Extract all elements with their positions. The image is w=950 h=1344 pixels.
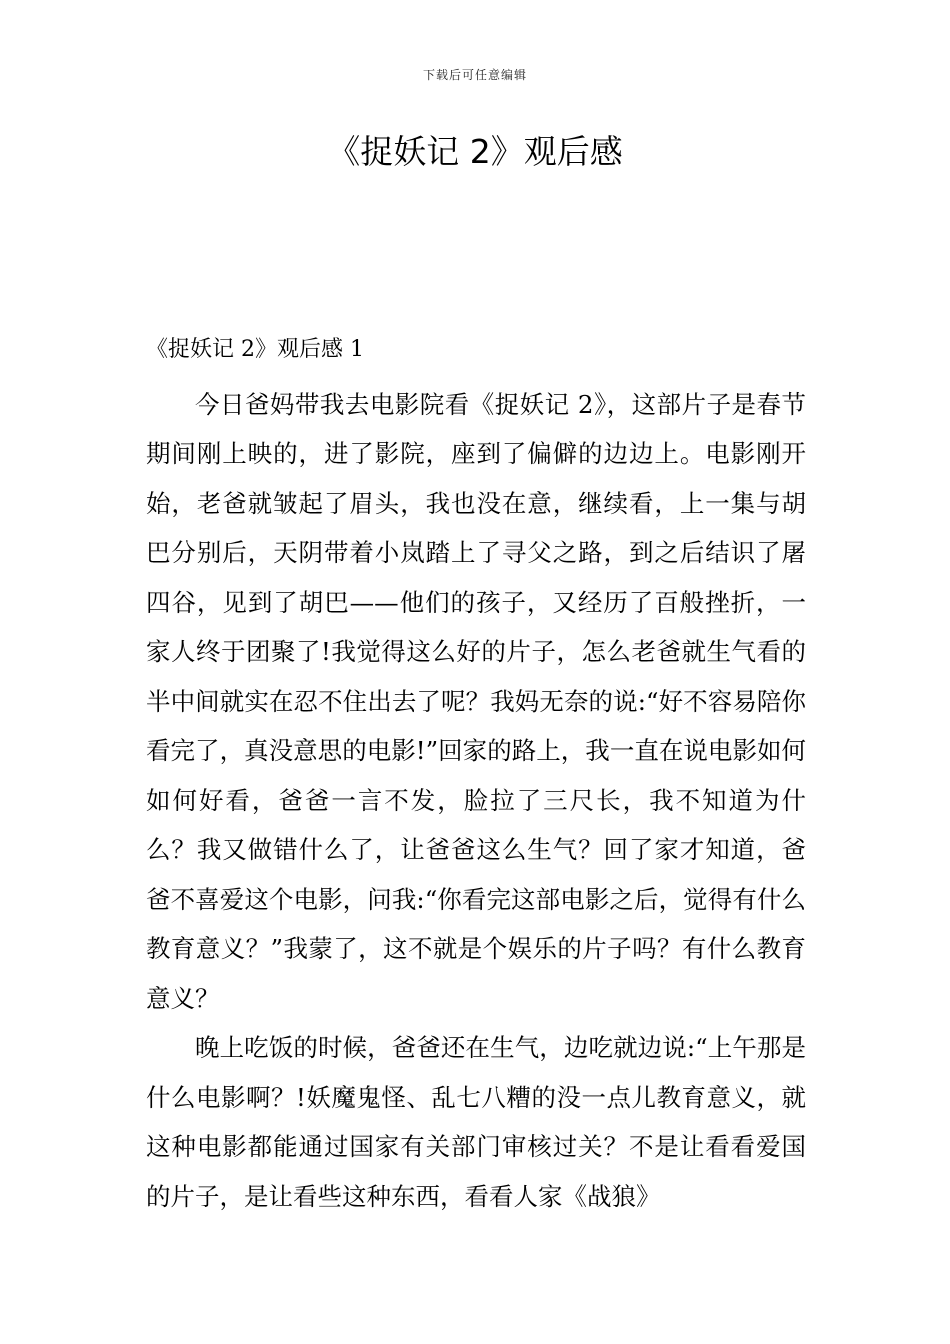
paragraph-2: 晚上吃饭的时候，爸爸还在生气，边吃就边说:“上午那是什么电影啊？!妖魔鬼怪、乱七八糟的没一点儿教育意义，就这种电影都能通过国家有关部门审核过关？不是让看看爱国的片子，是让看些这种东西，看看人家《战狼》 [146,1033,806,1211]
document-title: 《捉妖记 2》观后感 [327,132,623,171]
document-body [146,330,806,1221]
paragraph-1: 今日爸妈带我去电影院看《捉妖记 2》，这部片子是春节期间刚上映的，进了影院，座到了偏僻的边边上。电影刚开始，老爸就皱起了眉头，我也没在意，继续看，上一集与胡巴分别后，天阴带着小岚踏上了寻父之路，到之后结识了屠四谷，见到了胡巴——他们的孩子，又经历了百般挫折，一家人终于团聚了!我觉得这么好的片子，怎么老爸就生气看的半中间就实在忍不住出去了呢？我妈无奈的说:“好不容易陪你看完了，真没意思的电影!”回家的路上，我一直在说电影如何如何好看，爸爸一言不发，脸拉了三尺长，我不知道为什么？我又做错什么了，让爸爸这么生气？回了家才知道，爸爸不喜爱这个电影，问我:“你看完这部电影之后，觉得有什么教育意义？”我蒙了，这不就是个娱乐的片子吗？有什么教育意义？ [146,389,806,1013]
section-heading: 《捉妖记 2》观后感 1 [146,337,364,362]
header-note: 下载后可任意编辑 [422,68,527,82]
